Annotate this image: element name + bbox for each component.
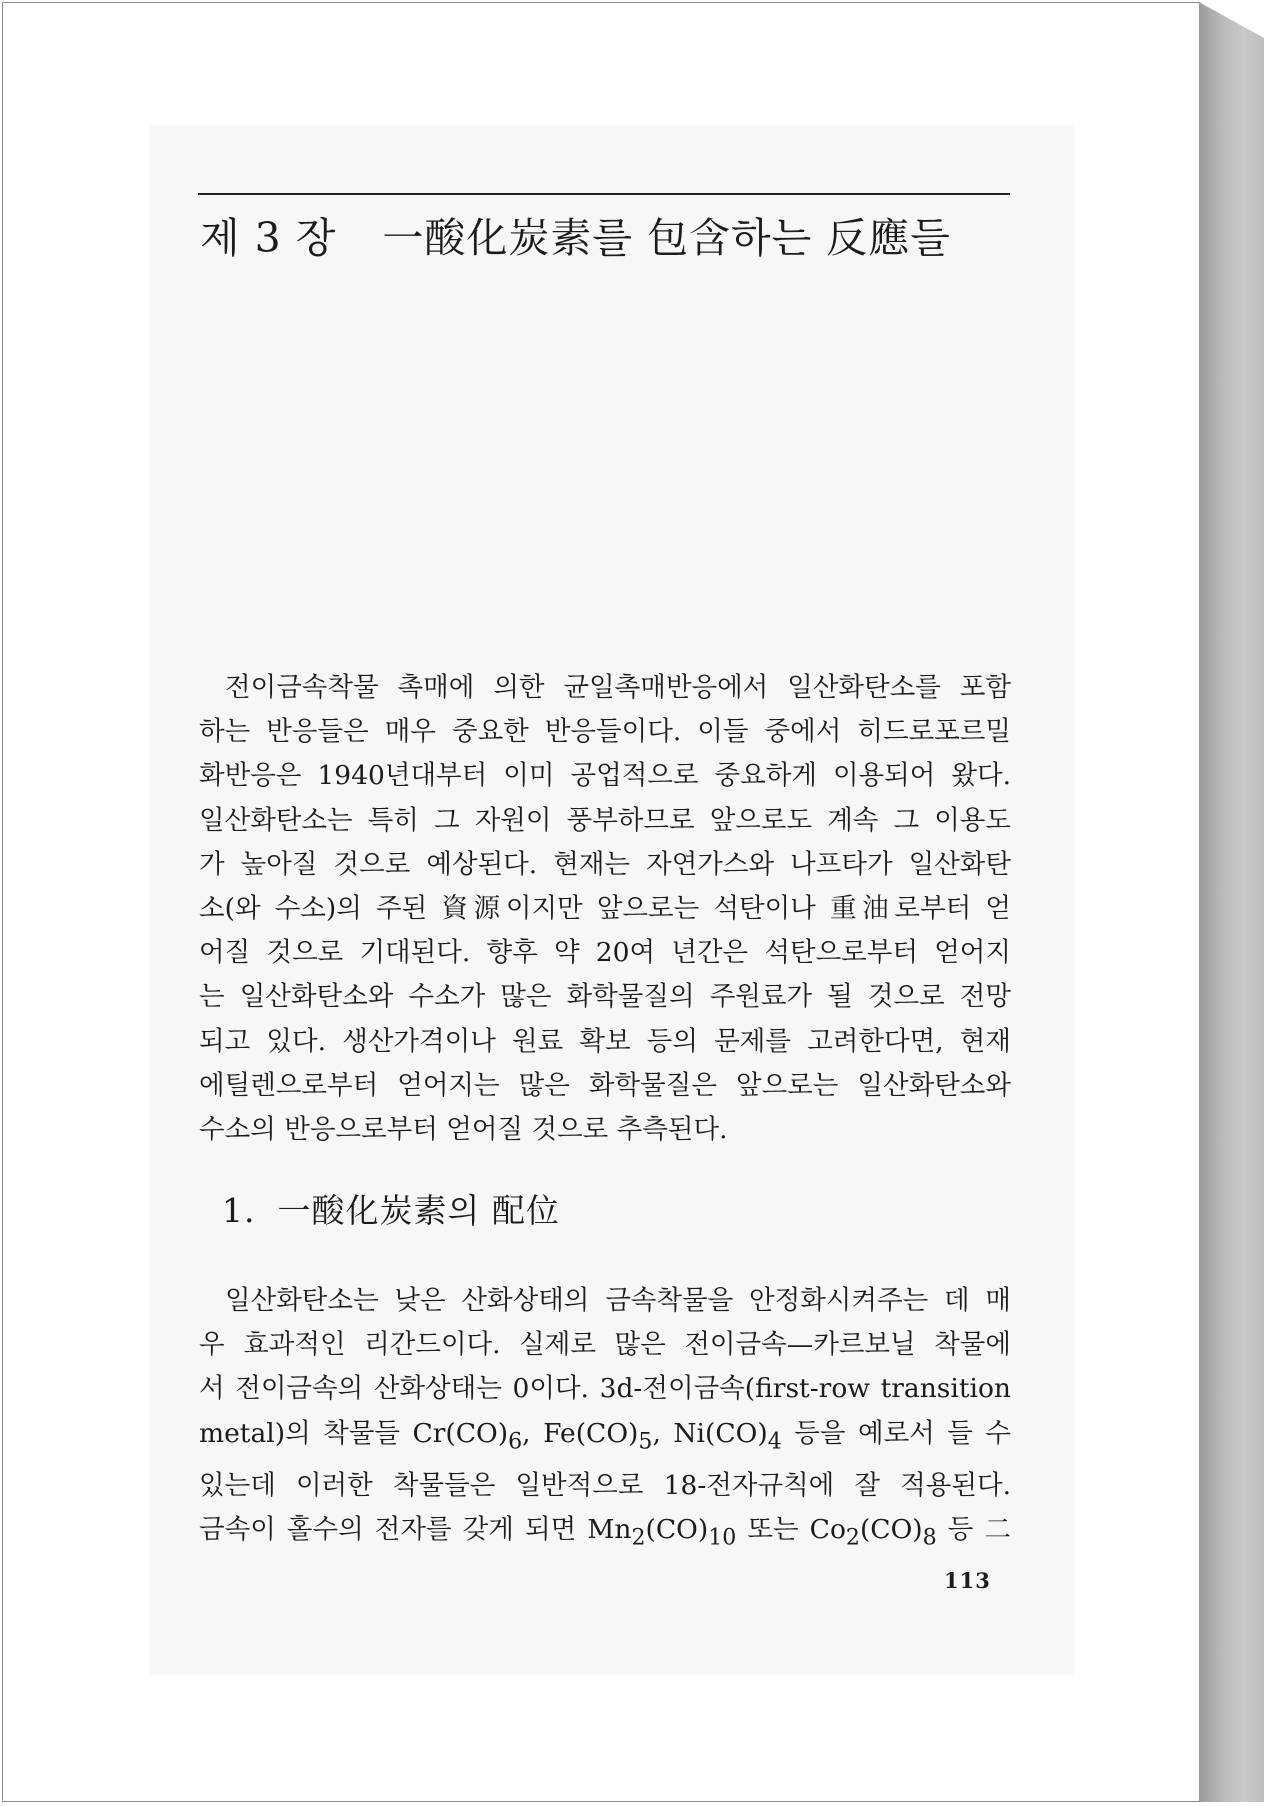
paragraph-coordination — [199, 1279, 1011, 1561]
paragraph-line: 에틸렌으로부터 얻어지는 많은 화학물질은 앞으로는 일산화탄소와 — [199, 1069, 1011, 1101]
section-title: 一酸化炭素의 配位 — [277, 1191, 560, 1230]
paragraph-line: 되고 있다. 생산가격이나 원료 확보 등의 문제를 고려한다면, 현재 — [199, 1025, 1011, 1057]
chapter-number: 제 3 장 — [200, 214, 337, 262]
chapter-title — [200, 205, 951, 264]
text-run: (CO) — [859, 1514, 923, 1546]
subscript: 5 — [638, 1428, 653, 1454]
subscript: 2 — [631, 1525, 646, 1551]
subscript: 4 — [767, 1428, 782, 1454]
subscript: 10 — [708, 1525, 737, 1551]
paragraph-line: 서 전이금속의 산화상태는 0이다. 3d-전이금속(first-row transition — [199, 1373, 1011, 1405]
paragraph-line: 우 효과적인 리간드이다. 실제로 많은 전이금속—카르보닐 착물에 — [199, 1329, 1011, 1361]
text-run: 등을 예로서 들 수 — [781, 1417, 1011, 1449]
subscript: 6 — [508, 1428, 523, 1454]
paragraph-line: 가 높아질 것으로 예상된다. 현재는 자연가스와 나프타가 일산화탄 — [199, 848, 1011, 880]
subscript: 2 — [845, 1525, 860, 1551]
paragraph-line: 어질 것으로 기대된다. 향후 약 20여 년간은 석탄으로부터 얻어지 — [199, 937, 1011, 969]
section-heading — [222, 1185, 560, 1232]
paragraph-line: 화반응은 1940년대부터 이미 공업적으로 중요하게 이용되어 왔다. — [199, 760, 1011, 792]
text-run: (CO) — [645, 1514, 709, 1546]
section-number: 1. — [222, 1191, 256, 1230]
text-run: , Ni(CO) — [652, 1417, 768, 1449]
text-run: 금속이 홀수의 전자를 갖게 되면 Mn — [199, 1514, 632, 1546]
page-edge-shadow — [1199, 2, 1264, 1802]
paragraph-line: 는 일산화탄소와 수소가 많은 화학물질의 주원료가 될 것으로 전망 — [199, 981, 1011, 1013]
paragraph-line: 일산화탄소는 특히 그 자원이 풍부하므로 앞으로도 계속 그 이용도 — [199, 804, 1011, 836]
text-run: 또는 Co — [736, 1514, 846, 1546]
chapter-rule — [198, 193, 1010, 195]
paragraph-line: 전이금속착물 촉매에 의한 균일촉매반응에서 일산화탄소를 포함 — [225, 672, 1011, 703]
paragraph-line: 하는 반응들은 매우 중요한 반응들이다. 이들 중에서 히드로포르밀 — [199, 716, 1011, 748]
paragraph-line: 소(와 수소)의 주된 資源이지만 앞으로는 석탄이나 重油로부터 얻 — [199, 893, 1011, 925]
page-number: 113 — [944, 1568, 991, 1593]
text-run: 등 二 — [936, 1514, 1011, 1546]
chapter-title-text: 一酸化炭素를 包含하는 反應들 — [382, 214, 951, 262]
paragraph-intro — [199, 666, 1011, 1152]
paragraph-line-formulas — [199, 1412, 1011, 1465]
paragraph-line-formulas — [199, 1508, 1011, 1561]
paragraph-line: 일산화탄소는 낮은 산화상태의 금속착물을 안정화시켜주는 데 매 — [225, 1285, 1011, 1316]
paragraph-line: 있는데 이러한 착물들은 일반적으로 18-전자규칙에 잘 적용된다. — [199, 1470, 1011, 1502]
subscript: 8 — [922, 1525, 937, 1551]
text-run: metal)의 착물들 Cr(CO) — [199, 1417, 509, 1449]
text-run: , Fe(CO) — [522, 1417, 639, 1449]
paragraph-line: 수소의 반응으로부터 얻어질 것으로 추측된다. — [199, 1114, 728, 1146]
